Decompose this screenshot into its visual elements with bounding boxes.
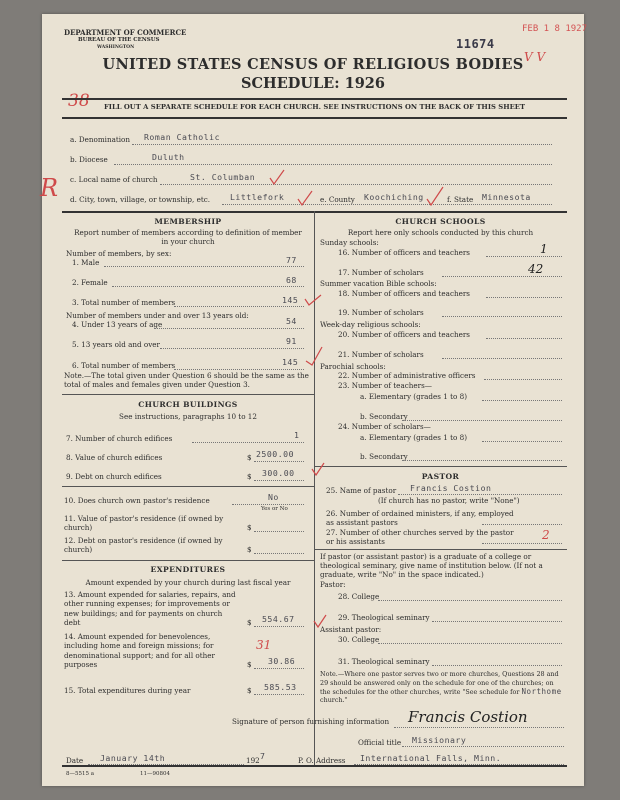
weekday-label: Week-day religious schools:	[320, 320, 421, 329]
department-label: DEPARTMENT OF COMMERCE	[64, 28, 187, 37]
q24a-label: a. Elementary (grades 1 to 8)	[360, 433, 467, 442]
county-label: e. County	[320, 195, 355, 204]
graduate-note: If pastor (or assistant pastor) is a graduate of a college or theological seminary, give name of institution below. (If not a graduate, write "No" in the space indicated.)	[320, 552, 543, 579]
city-label: WASHINGTON	[97, 45, 135, 50]
q30-label: 30. College	[338, 635, 380, 644]
sunday-label: Sunday schools:	[320, 238, 379, 247]
q14-value: 30.86	[268, 656, 296, 666]
q26-label: 26. Number of ordained ministers, if any, employed as assistant pastors	[326, 509, 514, 527]
schools-heading: CHURCH SCHOOLS	[395, 217, 486, 226]
q9-label: 9. Debt on church edifices	[66, 472, 162, 481]
handwritten-number: 38	[68, 91, 90, 111]
buildings-intro: See instructions, paragraphs 10 to 12	[119, 412, 257, 421]
margin-mark: R	[40, 174, 59, 202]
pastor-heading: PASTOR	[421, 472, 460, 481]
q20-label: 20. Number of officers and teachers	[338, 330, 470, 339]
assistant-sub-label: Assistant pastor:	[320, 625, 382, 634]
pastor-note-value: Northome	[521, 686, 562, 696]
check-marks: V V	[524, 50, 546, 64]
local-name-value: St. Columban	[190, 172, 256, 182]
q11-dollar: $	[247, 523, 252, 532]
q23a-label: a. Elementary (grades 1 to 8)	[360, 392, 467, 401]
by-sex-label: Number of members, by sex:	[66, 249, 172, 258]
denomination-label: a. Denomination	[70, 135, 130, 144]
county-value: Koochiching	[364, 192, 424, 202]
q19-label: 19. Number of scholars	[338, 308, 424, 317]
q12-dollar: $	[247, 545, 252, 554]
q9-dollar: $	[247, 472, 252, 481]
local-name-label: c. Local name of church	[70, 175, 158, 184]
denomination-value: Roman Catholic	[144, 132, 221, 142]
q25-hint: (If church has no pastor, write "None")	[378, 496, 520, 505]
q31-label: 31. Theological seminary	[338, 657, 430, 666]
q9-value: 300.00	[262, 468, 295, 478]
parochial-label: Parochial schools:	[320, 362, 386, 371]
city-town-label: d. City, town, village, or township, etc.	[70, 195, 211, 204]
census-schedule-sheet	[40, 14, 588, 786]
state-value: Minnesota	[482, 192, 531, 202]
expenditures-intro: Amount expended by your church during last fiscal year	[85, 578, 291, 587]
q22-label: 22. Number of administrative officers	[338, 371, 476, 380]
q8-label: 8. Value of church edifices	[66, 453, 163, 462]
expenditures-heading: EXPENDITURES	[150, 565, 226, 574]
buildings-heading: CHURCH BUILDINGS	[138, 400, 238, 409]
schools-intro: Report here only schools conducted by this church	[347, 228, 534, 237]
form-subtitle: SCHEDULE: 1926	[241, 75, 385, 92]
bureau-label: BUREAU OF THE CENSUS	[78, 37, 160, 43]
q23b-label: b. Secondary	[360, 412, 408, 421]
official-title-label: Official title	[358, 738, 402, 747]
q12-label: 12. Debt on pastor's residence (if owned by church)	[64, 536, 223, 554]
q4-label: 4. Under 13 years of age	[72, 320, 163, 329]
q11-label: 11. Value of pastor's residence (if owned by church)	[64, 514, 224, 532]
diocese-value: Duluth	[152, 152, 185, 162]
q15-dollar: $	[247, 686, 252, 695]
instruction-line: FILL OUT A SEPARATE SCHEDULE FOR EACH CHURCH. SEE INSTRUCTIONS ON THE BACK OF THIS SHEET	[103, 103, 526, 111]
membership-intro: Report number of members according to definition of member in your church	[74, 228, 302, 246]
q14-label: 14. Amount expended for benevolences, including home and foreign missions; for denominational support; and for all other purposes	[64, 632, 215, 669]
serial-number: 11674	[456, 37, 495, 51]
pastor-note-end: church."	[320, 696, 348, 705]
po-address-label: P. O. Address	[298, 756, 346, 765]
q10-label: 10. Does church own pastor's residence	[64, 496, 210, 505]
q4-value: 54	[286, 316, 297, 326]
q25-value: Francis Costion	[410, 483, 492, 493]
q25-label: 25. Name of pastor	[326, 486, 397, 495]
q23-label: 23. Number of teachers—	[338, 381, 432, 390]
date-value: January 14th	[100, 753, 166, 763]
q6-value: 145	[282, 357, 299, 367]
q18-label: 18. Number of officers and teachers	[338, 289, 470, 298]
q10-value: No	[268, 492, 279, 502]
pastor-sub-label: Pastor:	[320, 580, 346, 589]
q13-label: 13. Amount expended for salaries, repairs, and other running expenses; for improvements or new buildings; and for payments on church debt	[64, 590, 236, 627]
q10-hint: Yes or No	[261, 506, 288, 512]
received-date-stamp: FEB 1 8 1927	[522, 24, 588, 34]
q27-label: 27. Number of other churches served by the pastor or his assistants	[326, 528, 514, 546]
q27-value: 2	[542, 528, 550, 542]
q8-dollar: $	[247, 453, 252, 462]
date-year-hand: 7	[260, 751, 266, 761]
q28-label: 28. College	[338, 592, 380, 601]
form-number: 8—5515 a	[66, 771, 95, 777]
q1-label: 1. Male	[72, 258, 100, 267]
signature-value: Francis Costion	[408, 708, 528, 726]
q7-label: 7. Number of church edifices	[66, 434, 173, 443]
q21-label: 21. Number of scholars	[338, 350, 424, 359]
membership-note: Note.—The total given under Question 6 should be the same as the total of males and females given under Question 3.	[64, 371, 309, 389]
age-intro: Number of members under and over 13 years old:	[66, 311, 249, 320]
q15-label: 15. Total expenditures during year	[64, 686, 191, 695]
q15-value: 585.53	[264, 682, 297, 692]
date-label: Date	[66, 756, 84, 765]
membership-heading: MEMBERSHIP	[154, 217, 222, 226]
summer-label: Summer vacation Bible schools:	[320, 279, 437, 288]
q7-value: 1	[294, 430, 300, 440]
q3-label: 3. Total number of members	[72, 298, 176, 307]
q3-value: 145	[282, 295, 299, 305]
print-number: 11—90804	[140, 771, 170, 777]
q1-value: 77	[286, 255, 297, 265]
q17-value: 42	[528, 262, 544, 276]
po-address-value: International Falls, Minn.	[360, 753, 502, 763]
q2-value: 68	[286, 275, 297, 285]
q5-label: 5. 13 years old and over	[72, 340, 160, 349]
red-tick-marks	[42, 14, 584, 786]
q24b-label: b. Secondary	[360, 452, 408, 461]
pastor-note: Note.—Where one pastor serves two or more churches, Questions 28 and 29 should be answered only on the schedule for one of the churches; on the schedules for the other churches, write "See schedule for	[320, 670, 559, 696]
q29-label: 29. Theological seminary	[338, 613, 430, 622]
q14-handwritten: 31	[256, 638, 272, 652]
q16-value: 1	[540, 242, 548, 256]
official-title-value: Missionary	[412, 735, 467, 745]
signature-label: Signature of person furnishing information	[232, 717, 390, 726]
date-year: 192	[246, 756, 260, 765]
state-label: f. State	[447, 195, 474, 204]
q13-value: 554.67	[262, 614, 295, 624]
city-town-value: Littlefork	[230, 192, 285, 202]
q13-dollar: $	[247, 618, 252, 627]
q17-label: 17. Number of scholars	[338, 268, 424, 277]
form-title: UNITED STATES CENSUS OF RELIGIOUS BODIES	[102, 56, 524, 73]
q24-label: 24. Number of scholars—	[338, 422, 431, 431]
q6-label: 6. Total number of members	[72, 361, 176, 370]
diocese-label: b. Diocese	[70, 155, 108, 164]
q2-label: 2. Female	[72, 278, 108, 287]
q5-value: 91	[286, 336, 297, 346]
q8-value: 2500.00	[256, 449, 295, 459]
q16-label: 16. Number of officers and teachers	[338, 248, 470, 257]
q14-dollar: $	[247, 660, 252, 669]
